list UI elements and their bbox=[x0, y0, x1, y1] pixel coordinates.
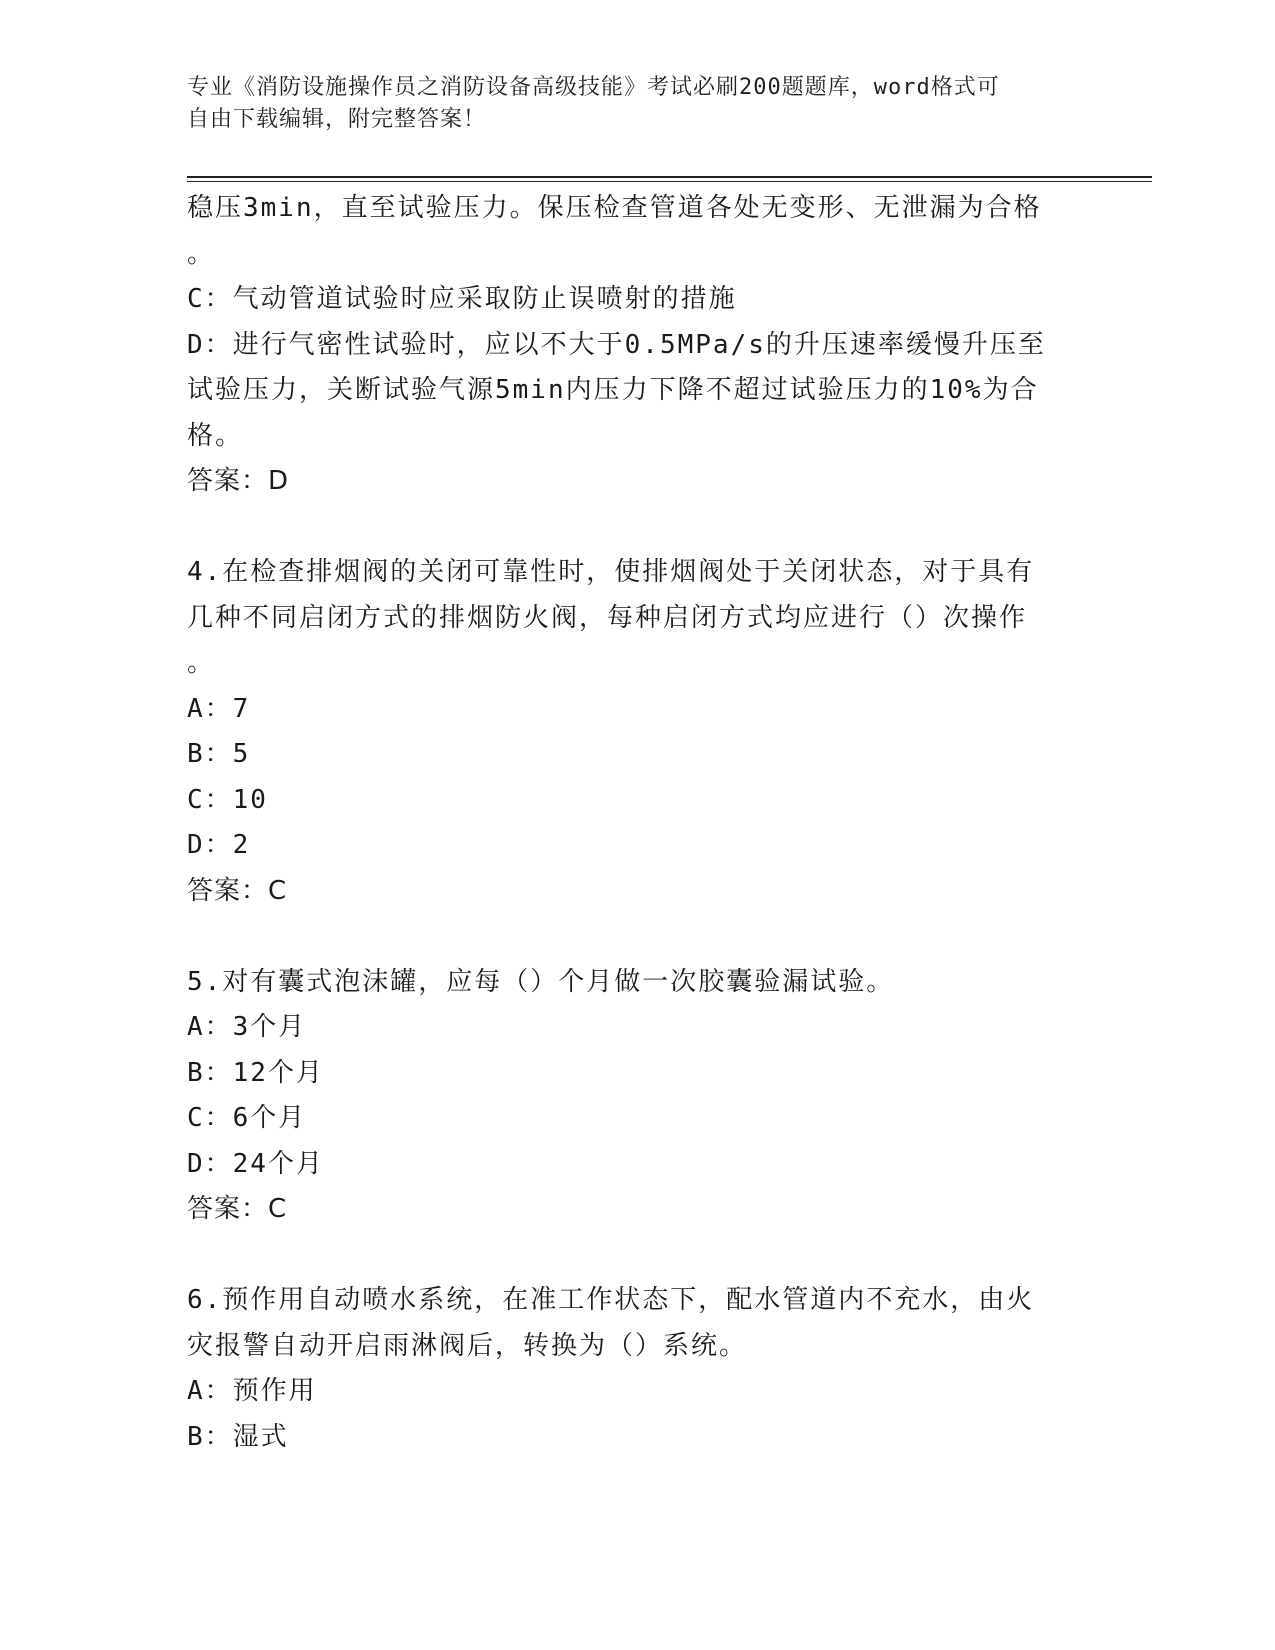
header-line-1: 专业《消防设施操作员之消防设备高级技能》考试必刷200题题库，word格式可 bbox=[187, 75, 1000, 100]
option-d-line: D：进行气密性试验时，应以不大于0.5MPa/s的升压速率缓慢升压至 bbox=[187, 329, 1046, 360]
option-d-line: 试验压力，关断试验气源5min内压力下降不超过试验压力的10%为合 bbox=[187, 375, 1039, 405]
option-c: C：气动管道试验时应采取防止误喷射的措施 bbox=[187, 284, 737, 314]
question-stem-line: 5.对有囊式泡沫罐，应每（）个月做一次胶囊验漏试验。 bbox=[187, 966, 895, 997]
question-stem-line: 。 bbox=[187, 648, 216, 678]
question-3-continued bbox=[187, 186, 1067, 505]
spacer bbox=[187, 1233, 1067, 1279]
answer: 答案：D bbox=[187, 466, 290, 496]
page-header bbox=[187, 72, 1067, 136]
header-line-2: 自由下载编辑，附完整答案！ bbox=[187, 107, 487, 132]
question-stem-line: 灾报警自动开启雨淋阀后，转换为（）系统。 bbox=[187, 1330, 748, 1361]
question-stem-line: 6.预作用自动喷水系统，在准工作状态下，配水管道内不充水，由火 bbox=[187, 1285, 1035, 1315]
spacer bbox=[187, 505, 1067, 551]
document-body bbox=[187, 186, 1067, 1460]
option-c: C：10 bbox=[187, 784, 268, 815]
question-6 bbox=[187, 1278, 1067, 1460]
question-stem-line: 几种不同启闭方式的排烟防火阀，每种启闭方式均应进行（）次操作 bbox=[187, 602, 1028, 633]
header-divider bbox=[187, 176, 1152, 182]
option-a: A：预作用 bbox=[187, 1376, 317, 1406]
question-4 bbox=[187, 550, 1067, 914]
option-d: D：24个月 bbox=[187, 1148, 324, 1179]
question-text-line: 。 bbox=[187, 238, 216, 269]
spacer bbox=[187, 914, 1067, 960]
question-text-line: 稳压3min，直至试验压力。保压检查管道各处无变形、无泄漏为合格 bbox=[187, 193, 1042, 223]
answer: 答案：C bbox=[187, 1194, 288, 1224]
answer: 答案：C bbox=[187, 875, 288, 906]
question-stem-line: 4.在检查排烟阀的关闭可靠性时，使排烟阀处于关闭状态，对于具有 bbox=[187, 557, 1035, 587]
option-b: B：12个月 bbox=[187, 1057, 324, 1088]
option-d: D：2 bbox=[187, 830, 251, 860]
option-b: B：5 bbox=[187, 739, 251, 769]
option-a: A：3个月 bbox=[187, 1012, 307, 1042]
option-c: C：6个月 bbox=[187, 1103, 307, 1133]
question-5 bbox=[187, 960, 1067, 1233]
option-b: B：湿式 bbox=[187, 1421, 289, 1452]
option-d-line: 格。 bbox=[187, 420, 244, 451]
option-a: A：7 bbox=[187, 693, 251, 724]
